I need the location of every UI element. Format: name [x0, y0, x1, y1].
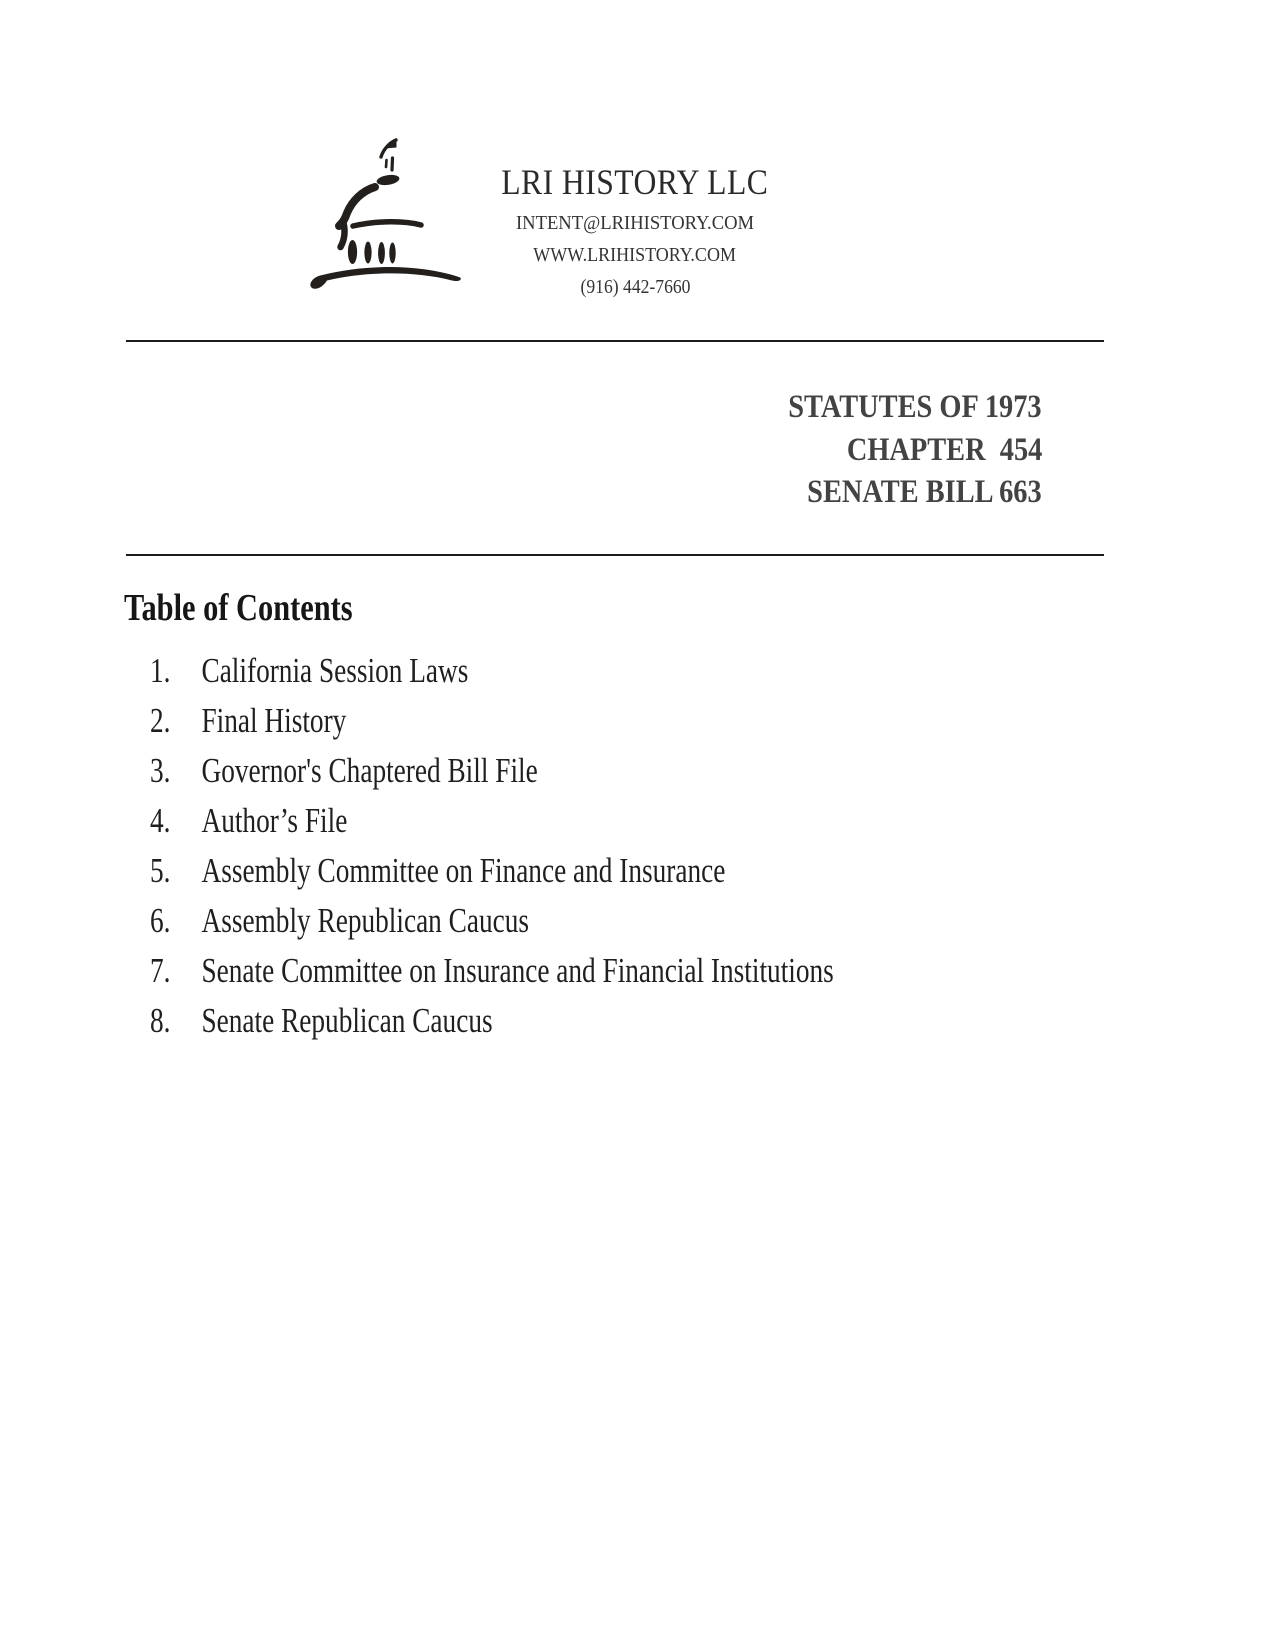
company-name [235, 161, 1035, 203]
company-phone [235, 276, 1035, 299]
company-website-text: WWW.LRIHISTORY.COM [533, 244, 737, 266]
company-name-text: LRI HISTORY LLC [501, 162, 769, 202]
company-website [235, 244, 1035, 267]
toc-item-assembly-committee-finance-insurance [150, 846, 834, 896]
toc-heading-text: Table of Contents [124, 587, 353, 629]
chapter-line: CHAPTER 454 [846, 431, 1042, 468]
statutes-line: STATUTES OF 1973 [788, 389, 1042, 425]
company-email-text: INTENT@LRIHISTORY.COM [515, 212, 755, 234]
toc-item-number: 7. [150, 951, 171, 990]
toc-item-senate-committee-insurance-financial [150, 946, 834, 996]
divider-rule-top [126, 340, 1104, 342]
toc-item-label: Senate Republican Caucus [201, 1001, 493, 1040]
divider-rule-bottom [126, 554, 1104, 556]
bill-reference-block [747, 386, 1042, 514]
senate-bill-line: SENATE BILL 663 [807, 474, 1042, 511]
toc-item-number: 8. [150, 1001, 171, 1040]
toc-item-final-history [150, 696, 834, 746]
company-phone-text: (916) 442-7660 [579, 276, 690, 298]
toc-item-label: Final History [201, 701, 347, 740]
toc-item-label: Senate Committee on Insurance and Financial Institutions [201, 951, 834, 990]
toc-item-number: 2. [150, 701, 171, 740]
toc-item-label: Governor's Chaptered Bill File [201, 751, 538, 790]
toc-item-senate-republican-caucus [150, 996, 834, 1046]
toc-item-governors-chaptered-bill-file [150, 746, 834, 796]
toc-list [150, 646, 1027, 1046]
company-email [235, 212, 1035, 235]
toc-item-number: 3. [150, 751, 171, 790]
toc-item-number: 5. [150, 851, 171, 890]
toc-item-authors-file [150, 796, 834, 846]
toc-heading [124, 586, 410, 630]
toc-item-label: Author’s File [201, 801, 348, 840]
toc-item-assembly-republican-caucus [150, 896, 834, 946]
toc-item-label: California Session Laws [201, 651, 469, 690]
toc-item-number: 6. [150, 901, 171, 940]
toc-item-label: Assembly Republican Caucus [201, 901, 530, 940]
toc-item-number: 4. [150, 801, 171, 840]
toc-item-label: Assembly Committee on Finance and Insurance [201, 851, 726, 890]
toc-item-number: 1. [150, 651, 171, 690]
toc-item-california-session-laws [150, 646, 834, 696]
